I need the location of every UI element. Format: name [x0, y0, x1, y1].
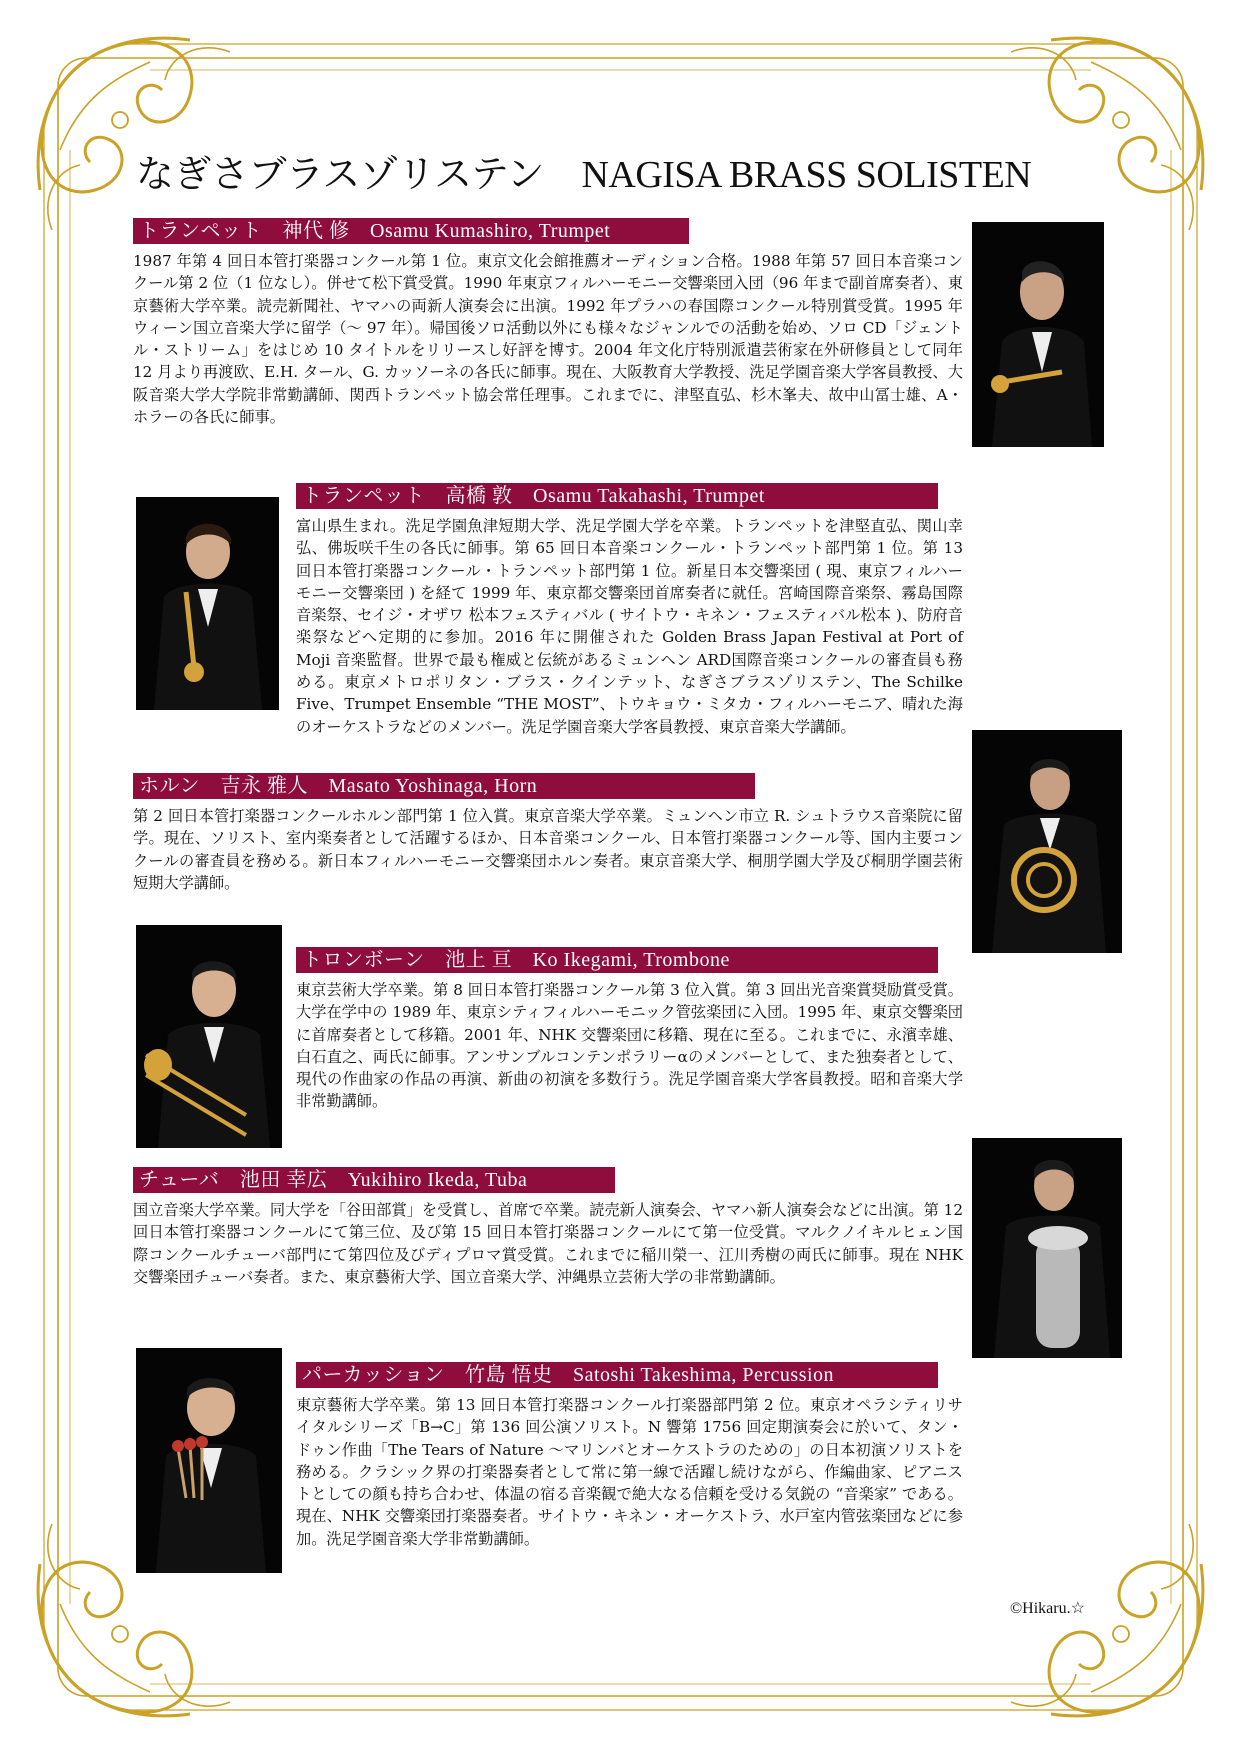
member-photo [136, 497, 279, 710]
member-bio: 国立音楽大学卒業。同大学を「谷田部賞」を受賞し、首席で卒業。読売新人演奏会、ヤマハ新人演奏会などに出演。第 12 回日本管打楽器コンクールにて第三位、及び第 15 回日本管打楽器コンクールにて第一位受賞。マルクノイキルヒェン国際コンクールチューバ部門にて第四位及びディプロマ賞受賞。これまでに稲川榮一、江川秀樹の両氏に師事。現在 NHK 交響楽団チューバ奏者。また、東京藝術大学、国立音楽大学、沖縄県立芸術大学の非常勤講師。 [133, 1201, 963, 1286]
member-heading: ホルン 吉永 雅人 Masato Yoshinaga, Horn [133, 773, 755, 799]
horn-icon [972, 730, 1122, 953]
photo-credit: ©Hikaru.☆ [1010, 1600, 1085, 1617]
member-photo [972, 730, 1122, 953]
trombone-icon [136, 925, 282, 1148]
member-heading: トランペット 神代 修 Osamu Kumashiro, Trumpet [133, 218, 689, 244]
member-heading: チューバ 池田 幸広 Yukihiro Ikeda, Tuba [133, 1167, 615, 1193]
member-bio: 東京藝術大学卒業。第 13 回日本管打楽器コンクール打楽器部門第 2 位。東京オペラシティリサイタルシリーズ「B→C」第 136 回公演ソリスト。N 響第 1756 回定期演奏会に於いて、タン・ドゥン作曲「The Tears of Nature ～マリンバとオーケストラのための」の日本初演ソリストを務める。クラシック界の打楽器奏者として常に第一線で活躍し続けながら、作編曲家、ピアニストとしての顔も持ち合わせ、体温の宿る音楽観で絶大なる信頼を受ける気鋭の “音楽家” である。現在、NHK 交響楽団打楽器奏者。サイトウ・キネン・オーケストラ、水戸室内管弦楽団などに参加。洗足学園音楽大学非常勤講師。 [296, 1396, 963, 1548]
member-section [296, 947, 963, 1113]
member-bio: 第 2 回日本管打楽器コンクールホルン部門第 1 位入賞。東京音楽大学卒業。ミュンヘン市立 R. シュトラウス音楽院に留学。現在、ソリスト、室内楽奏者として活躍するほか、日本音楽コンクール、日本管打楽器コンクール等、国内主要コンクールの審査員を務める。新日本フィルハーモニー交響楽団ホルン奏者。東京音楽大学、桐朋学園大学及び桐朋学園芸術短期大学講師。 [133, 807, 963, 892]
tuba-icon [972, 1138, 1122, 1358]
member-section [133, 1167, 963, 1288]
member-section [133, 218, 963, 428]
member-bio: 東京芸術大学卒業。第 8 回日本管打楽器コンクール第 3 位入賞。第 3 回出光音楽賞奨励賞受賞。大学在学中の 1989 年、東京シティフィルハーモニック管弦楽団に入団。1995 年、東京交響楽団に首席奏者として移籍。2001 年、NHK 交響楽団に移籍、現在に至る。これまでに、永濱幸雄、白石直之、両氏に師事。アンサンブルコンテンポラリーαのメンバーとして、また独奏者として、現代の作曲家の作品の再演、新曲の初演を多数行う。洗足学園音楽大学客員教授。昭和音楽大学非常勤講師。 [296, 981, 963, 1111]
mallets-icon [136, 1348, 282, 1573]
trumpet-icon [972, 222, 1104, 447]
member-photo [972, 222, 1104, 447]
member-photo [136, 1348, 282, 1573]
member-section [296, 483, 963, 738]
member-bio: 1987 年第 4 回日本管打楽器コンクール第 1 位。東京文化会館推薦オーディション合格。1988 年第 57 回日本音楽コンクール第 2 位（1 位なし）。併せて松下賞受賞。1990 年東京フィルハーモニー交響楽団入団（96 年まで副首席奏者）、東京藝術大学卒業。読売新聞社、ヤマハの両新人演奏会に出演。1992 年プラハの春国際コンクール特別賞受賞。1995 年ウィーン国立音楽大学に留学（～ 97 年）。帰国後ソロ活動以外にも様々なジャンルでの活動を始め、ソロ CD「ジェントル・ストリーム」をはじめ 10 タイトルをリリースし好評を博す。2004 年文化庁特別派遣芸術家在外研修員として同年 12 月より再渡欧、E.H. タール、G. カッソーネの各氏に師事。現在、大阪教育大学教授、洗足学園音楽大学客員教授、大阪音楽大学大学院非常勤講師、関西トランペット協会常任理事。これまでに、津堅直弘、杉木峯夫、故中山冨士雄、A・ホラーの各氏に師事。 [133, 252, 963, 427]
trumpet-icon [136, 497, 279, 710]
member-section [296, 1362, 963, 1550]
member-heading: トロンボーン 池上 亘 Ko Ikegami, Trombone [296, 947, 938, 973]
member-heading: パーカッション 竹島 悟史 Satoshi Takeshima, Percussion [296, 1362, 938, 1388]
member-bio: 富山県生まれ。洗足学園魚津短期大学、洗足学園大学を卒業。トランペットを津堅直弘、関山幸弘、佛坂咲千生の各氏に師事。第 65 回日本音楽コンクール・トランペット部門第 1 位。第 13 回日本管打楽器コンクール・トランペット部門第 1 位。新星日本交響楽団 ( 現、東京フィルハーモニー交響楽団 ) を経て 1999 年、東京都交響楽団首席奏者に就任。宮崎国際音楽祭、霧島国際音楽祭、セイジ・オザワ 松本フェスティバル ( サイトウ・キネン・フェスティバル松本 )、防府音楽祭などへ定期的に参加。2016 年に開催された Golden Brass Japan Festival at Port of Moji 音楽監督。世界で最も権威と伝統があるミュンヘン ARD国際音楽コンクールの審査員も務める。東京メトロポリタン・ブラス・クインテット、なぎさブラスゾリステン、The Schilke Five、Trumpet Ensemble “THE MOST”、トウキョウ・ミタカ・フィルハーモニア、晴れた海のオーケストラなどのメンバー。洗足学園音楽大学客員教授、東京音楽大学講師。 [296, 517, 963, 736]
member-photo [972, 1138, 1122, 1358]
page-title: なぎさブラスゾリステン NAGISA BRASS SOLISTEN [136, 154, 1032, 196]
member-photo [136, 925, 282, 1148]
member-section [133, 773, 963, 894]
member-heading: トランペット 高橋 敦 Osamu Takahashi, Trumpet [296, 483, 938, 509]
